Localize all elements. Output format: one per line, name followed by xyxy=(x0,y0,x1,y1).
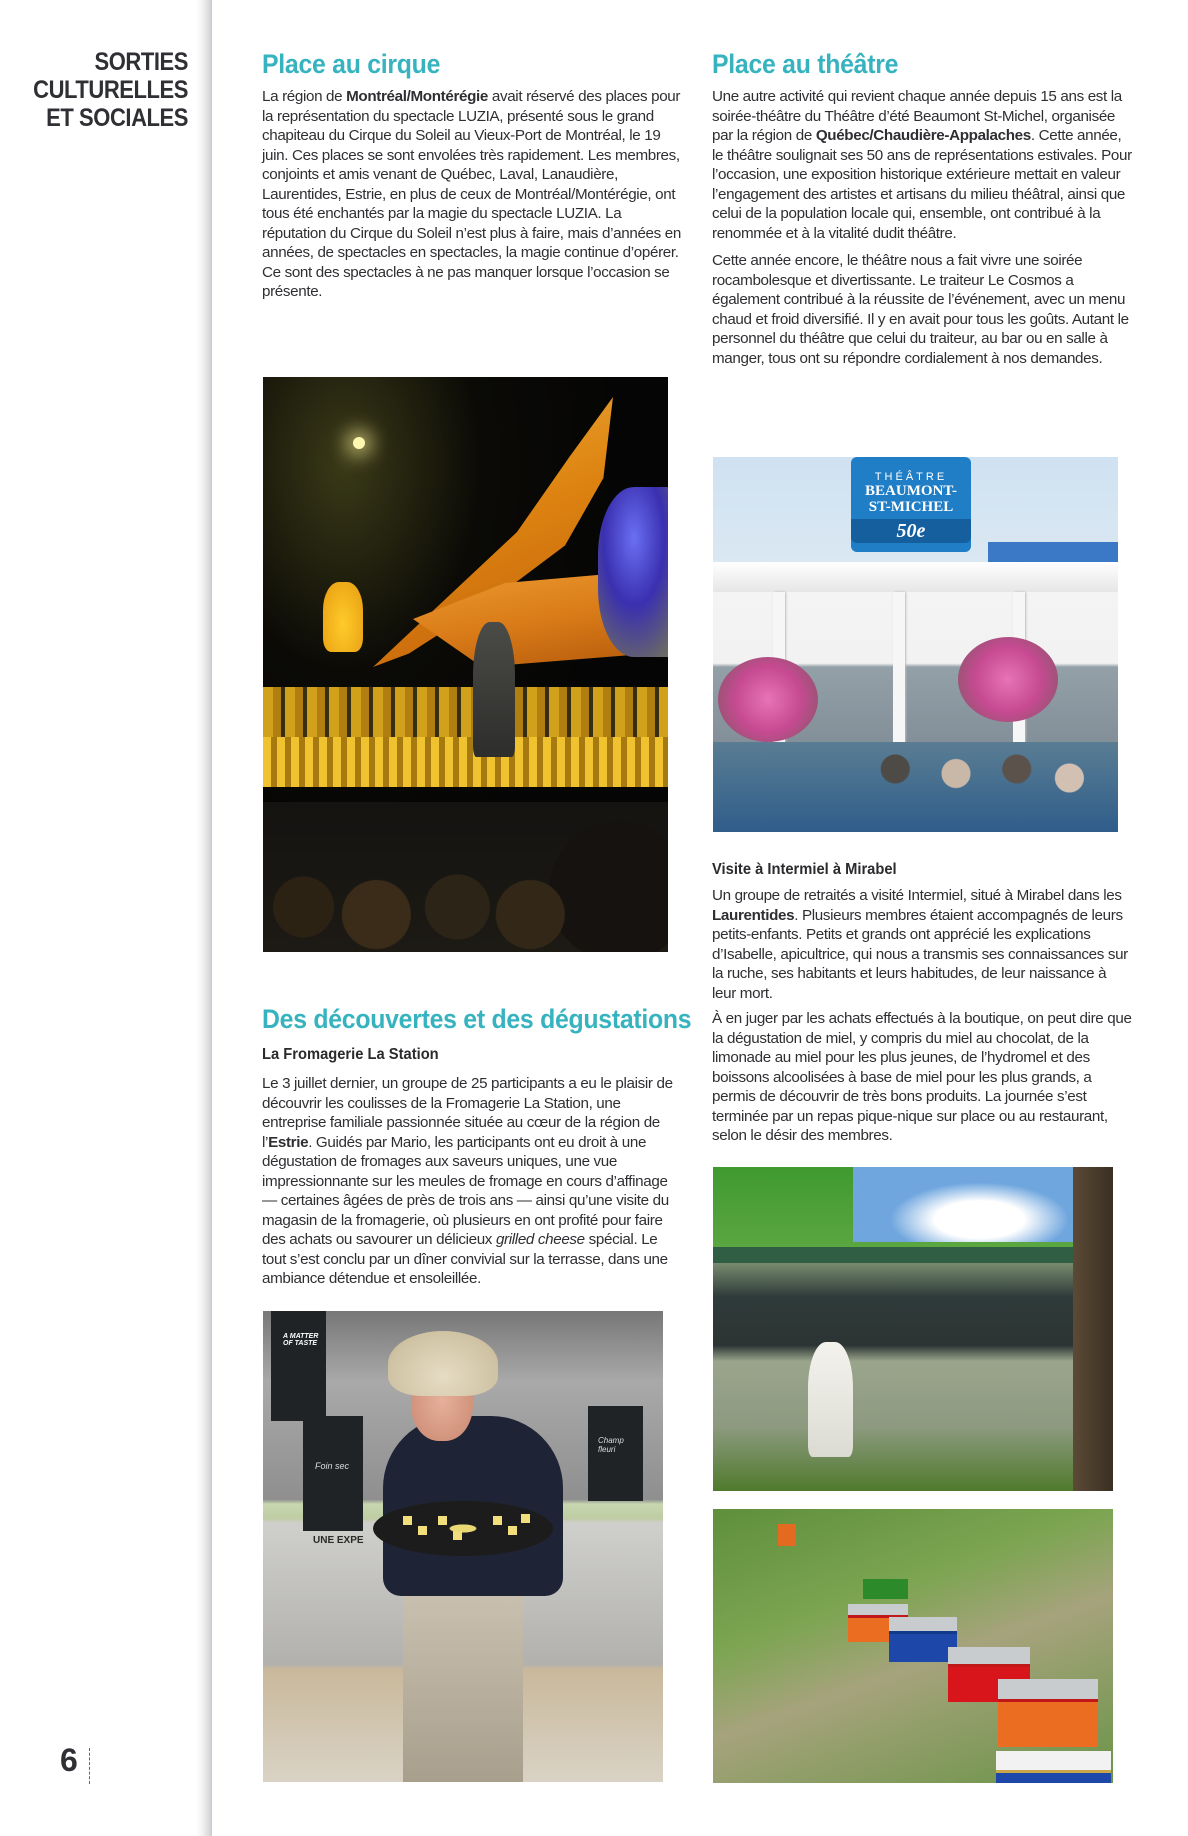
region-name: Québec/Chaudière-Appalaches xyxy=(815,127,1031,144)
photo-cirque-luzia xyxy=(263,377,668,952)
theatre-logo xyxy=(851,457,971,552)
text-run: Un groupe de retraités a visité Intermiel, situé à Mirabel dans les xyxy=(712,887,1122,904)
beekeeper xyxy=(808,1342,853,1457)
flower-stage xyxy=(263,737,668,787)
logo-text: ST-MICHEL xyxy=(868,499,954,515)
beehive xyxy=(889,1617,957,1662)
beehive xyxy=(996,1751,1111,1783)
cheese-cube xyxy=(493,1516,502,1525)
photo-intermiel-beekeeper xyxy=(713,1167,1113,1491)
sign-panel xyxy=(303,1416,363,1531)
hanging-flowers xyxy=(718,657,818,742)
sign-text: Champ fleuri xyxy=(598,1436,624,1454)
sidebar xyxy=(0,0,208,1836)
audience xyxy=(263,802,668,952)
article-title: Place au cirque xyxy=(262,49,441,79)
cheese-cube xyxy=(403,1516,412,1525)
text-run: Le 3 juillet dernier, un groupe de 25 participants a eu le plaisir de découvrir les coulisses de la Fromagerie La Station, une entreprise familiale passionnée située au cœur de la région de l’ xyxy=(262,1075,673,1151)
section-title-line: SORTIES xyxy=(94,48,188,76)
shelter-roof xyxy=(713,1247,1113,1263)
page-number-rule xyxy=(89,1748,90,1784)
text-run: . Guidés par Mario, les participants ont eu droit à une dégustation de fromages aux saveurs uniques, une vue impressionnante sur les meules de fromage en cours d’affinage — certaines âgées de près de trois ans — ainsi qu’une visite du magasin de la fromagerie, où plusieurs en ont profité pour faire des achats ou savourer un délicieux xyxy=(262,1133,669,1248)
sidebar-divider xyxy=(196,0,212,1836)
article-paragraph xyxy=(262,1074,682,1289)
photo-fromagerie xyxy=(263,1311,663,1782)
text-run: spécial. Le tout s’est conclu par un dîner convivial sur la terrasse, dans une ambiance détendue et ensoleillée. xyxy=(262,1231,668,1287)
region-name: Laurentides xyxy=(712,906,795,924)
cheese-cube xyxy=(418,1526,427,1535)
section-title-line: ET SOCIALES xyxy=(46,104,189,132)
text-run: . Cette année, le théâtre soulignait ses 50 ans de représentations estivales. Pour l’occasion, une exposition historique extérieure mettait en valeur l’engagement des artistes et artisans du milieu théâtral, ainsi que celui de la population locale qui, ensemble, ont contribué à la renommée et à la vitalité dudit théâtre. xyxy=(712,127,1132,242)
photo-intermiel-hives xyxy=(713,1509,1113,1783)
sign-text: Foin sec xyxy=(315,1461,350,1471)
text-run: Une autre activité qui revient chaque année depuis 15 ans est la soirée-théâtre du Théâtre d’été Beaumont St-Michel, organisée par la région de xyxy=(712,88,1122,144)
text-run: La région de xyxy=(262,88,347,105)
info-panel xyxy=(271,1311,326,1421)
person-hat xyxy=(388,1331,498,1396)
banner-text: UNE EXPE xyxy=(313,1535,364,1546)
article-paragraph xyxy=(262,87,682,302)
puppeteer xyxy=(473,622,515,757)
cheese-cube xyxy=(521,1514,530,1523)
person-pants xyxy=(403,1596,523,1782)
article-title: Place au théâtre xyxy=(712,49,899,79)
pergola-roof xyxy=(713,562,1118,592)
article-paragraph: Cette année encore, le théâtre nous a fait vivre une soirée rocambolesque et divertissante. Le traiteur Le Cosmos a également contribué à la réussite de l’événement, avec un menu chaud et froid diversifié. Il y en avait pour tous les goûts. Autant le personnel du théâtre que celui du traiteur, au bar ou en salle à manger, tous ont su répondre cordialement à nos demandes. xyxy=(712,252,1129,367)
region-name: Estrie xyxy=(268,1133,309,1151)
logo-anniversary: 50e xyxy=(851,519,971,543)
article-subtitle: La Fromagerie La Station xyxy=(262,1046,439,1063)
cheese-cube xyxy=(438,1516,447,1525)
article-decouvertes xyxy=(262,1003,692,1289)
article-cirque xyxy=(262,48,682,302)
cheese-cube xyxy=(453,1531,462,1540)
beehive xyxy=(998,1679,1098,1747)
beehive xyxy=(778,1524,796,1546)
guests xyxy=(713,742,1118,832)
cheese-cube xyxy=(508,1526,517,1535)
stage-spotlight xyxy=(353,437,365,449)
article-paragraph xyxy=(712,886,1132,1003)
section-title xyxy=(30,48,188,132)
article-paragraph: À en juger par les achats effectués à la boutique, on peut dire que la dégustation de miel, y compris du miel au chocolat, de la limonade au miel pour les plus jeunes, de l’hydromel et des boissons alcoolisées à base de miel pour les plus grands, a permis de découvrir de très bons produits. La journée s’est terminée par un repas pique-nique sur place ou au restaurant, selon le désir des membres. xyxy=(712,1010,1132,1144)
beehive xyxy=(863,1579,908,1599)
logo-text: BEAUMONT- xyxy=(865,483,957,499)
text-run: . Plusieurs membres étaient accompagnés de leurs petits-enfants. Petits et grands ont apprécié les explications d’Isabelle, apicultrice, qui nous a transmis ses connaissances sur la ruche, ses habitants et leurs habitudes, de leur naissance à leur mort. xyxy=(712,906,1128,1002)
article-subtitle: Visite à Intermiel à Mirabel xyxy=(712,861,897,878)
logo-text: THÉÂTRE xyxy=(874,471,948,483)
horse-puppet xyxy=(598,487,668,657)
cheese-plate xyxy=(373,1501,553,1556)
page-number: 6 xyxy=(60,1742,78,1778)
hanging-flowers xyxy=(958,637,1058,722)
italic-term: grilled cheese xyxy=(495,1231,585,1248)
panel-text: A MATTER OF TASTE xyxy=(283,1333,319,1347)
building-roof xyxy=(988,542,1118,562)
article-intermiel xyxy=(712,860,1132,1146)
wooden-post xyxy=(1073,1167,1113,1491)
text-run: avait réservé des places pour la représentation du spectacle LUZIA, présenté sous le grand chapiteau du Cirque du Soleil au Vieux-Port de Montréal, le 19 juin. Ces places se sont envolées très rapidement. Les membres, conjoints et amis venant de Québec, Laval, Lanaudière, Laurentides, Estrie, en plus de ceux de Montréal/Montérégie, ont tous été enchantés par la magie du spectacle LUZIA. La réputation du Cirque du Soleil n’est plus à faire, mais d’années en années, de spectacles en spectacles, la magie continue d’opérer. Ce sont des spectacles à ne pas manquer lorsque l’occasion se présente. xyxy=(262,88,681,300)
region-name: Montréal/Montérégie xyxy=(346,88,488,105)
article-paragraph xyxy=(712,87,1132,243)
article-theatre xyxy=(712,48,1132,368)
article-title: Des découvertes et des dégustations xyxy=(262,1004,692,1034)
photo-theatre-beaumont xyxy=(713,457,1118,832)
section-title-line: CULTURELLES xyxy=(33,76,188,104)
sign-panel xyxy=(588,1406,643,1501)
dancer xyxy=(323,582,363,652)
sky xyxy=(853,1167,1083,1242)
